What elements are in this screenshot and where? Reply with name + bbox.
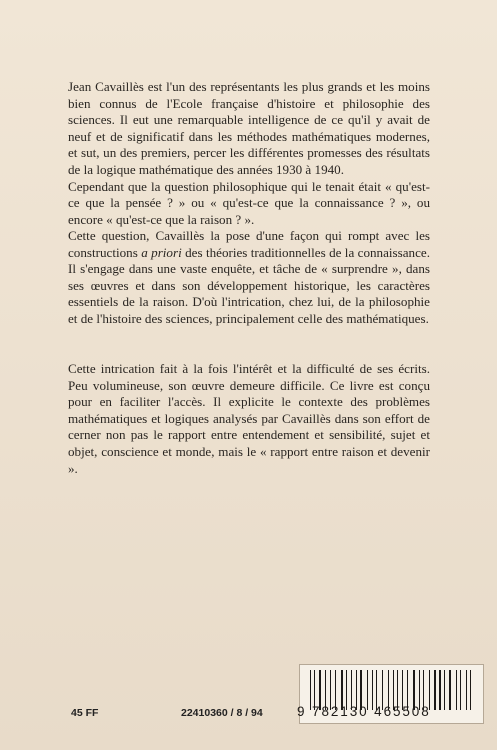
paragraph-method-part2: des théories traditionnelles de la connaissance. Il s'engage dans une vaste enquête, et tâche de « surprendre », dans ses œuvres et dans son développement historique, les caractères essentiels de la raison. D'où l'intrication, chez lui, de la philosophie et de l'histoire des sciences, principalement celle des mathématiques. bbox=[68, 244, 430, 326]
barcode-bar bbox=[444, 670, 445, 710]
barcode-bar bbox=[462, 670, 464, 710]
barcode-bar bbox=[434, 670, 436, 710]
text-section-3 bbox=[68, 361, 430, 477]
paragraph-book-purpose: Cette intrication fait à la fois l'intérêt et la difficulté de ses écrits. Peu volumineuse, son œuvre demeure difficile. Ce livre est conçu pour en faciliter l'accès. Il explicite le contexte des problèmes mathématiques et logiques analysés par Cavaillès dans son effort de cerner non pas le rapport entre entendement et sensibilité, sujet et objet, conscience et monde, mais le « rapport entre raison et devenir ». bbox=[68, 361, 430, 476]
paragraph-question: Cependant que la question philosophique qui le tenait était « qu'est-ce que la pensée ? » ou « qu'est-ce que la connaissance ? », ou encore « qu'est-ce que la raison ? ». bbox=[68, 178, 430, 227]
barcode-bar bbox=[446, 670, 447, 710]
text-section-1 bbox=[68, 79, 430, 228]
italic-a-priori: a priori bbox=[141, 244, 182, 260]
barcode-bar bbox=[431, 670, 432, 710]
barcode-bar bbox=[452, 670, 454, 710]
paragraph-intro: Jean Cavaillès est l'un des représentants les plus grands et les moins bien connus de l'Ecole française d'histoire et philosophie des sciences. Il eut une remarquable intelligence de ce qu'il y avait de neuf et de significatif dans les méthodes mathématiques modernes, et sut, un des premiers, percer les différentes promesses des résultats de la logique mathématique des années 1930 à 1940. bbox=[68, 79, 430, 177]
barcode-bar bbox=[460, 670, 461, 710]
barcode-bar bbox=[437, 670, 438, 710]
barcode-bar bbox=[472, 670, 473, 710]
barcode-bar bbox=[456, 670, 457, 710]
isbn-digits: 9 782130 465508 bbox=[297, 704, 431, 719]
reference-number: 22410360 / 8 / 94 bbox=[181, 707, 263, 719]
barcode-bar bbox=[467, 670, 468, 710]
paragraph-method bbox=[68, 228, 430, 328]
paragraph-method-part1: Cette question, Cavaillès la pose d'une façon qui rompt avec les constructions bbox=[68, 228, 430, 260]
price-label: 45 FF bbox=[71, 707, 99, 719]
text-section-2 bbox=[68, 228, 430, 328]
barcode-bar bbox=[439, 670, 441, 710]
barcode-bar bbox=[470, 670, 471, 710]
